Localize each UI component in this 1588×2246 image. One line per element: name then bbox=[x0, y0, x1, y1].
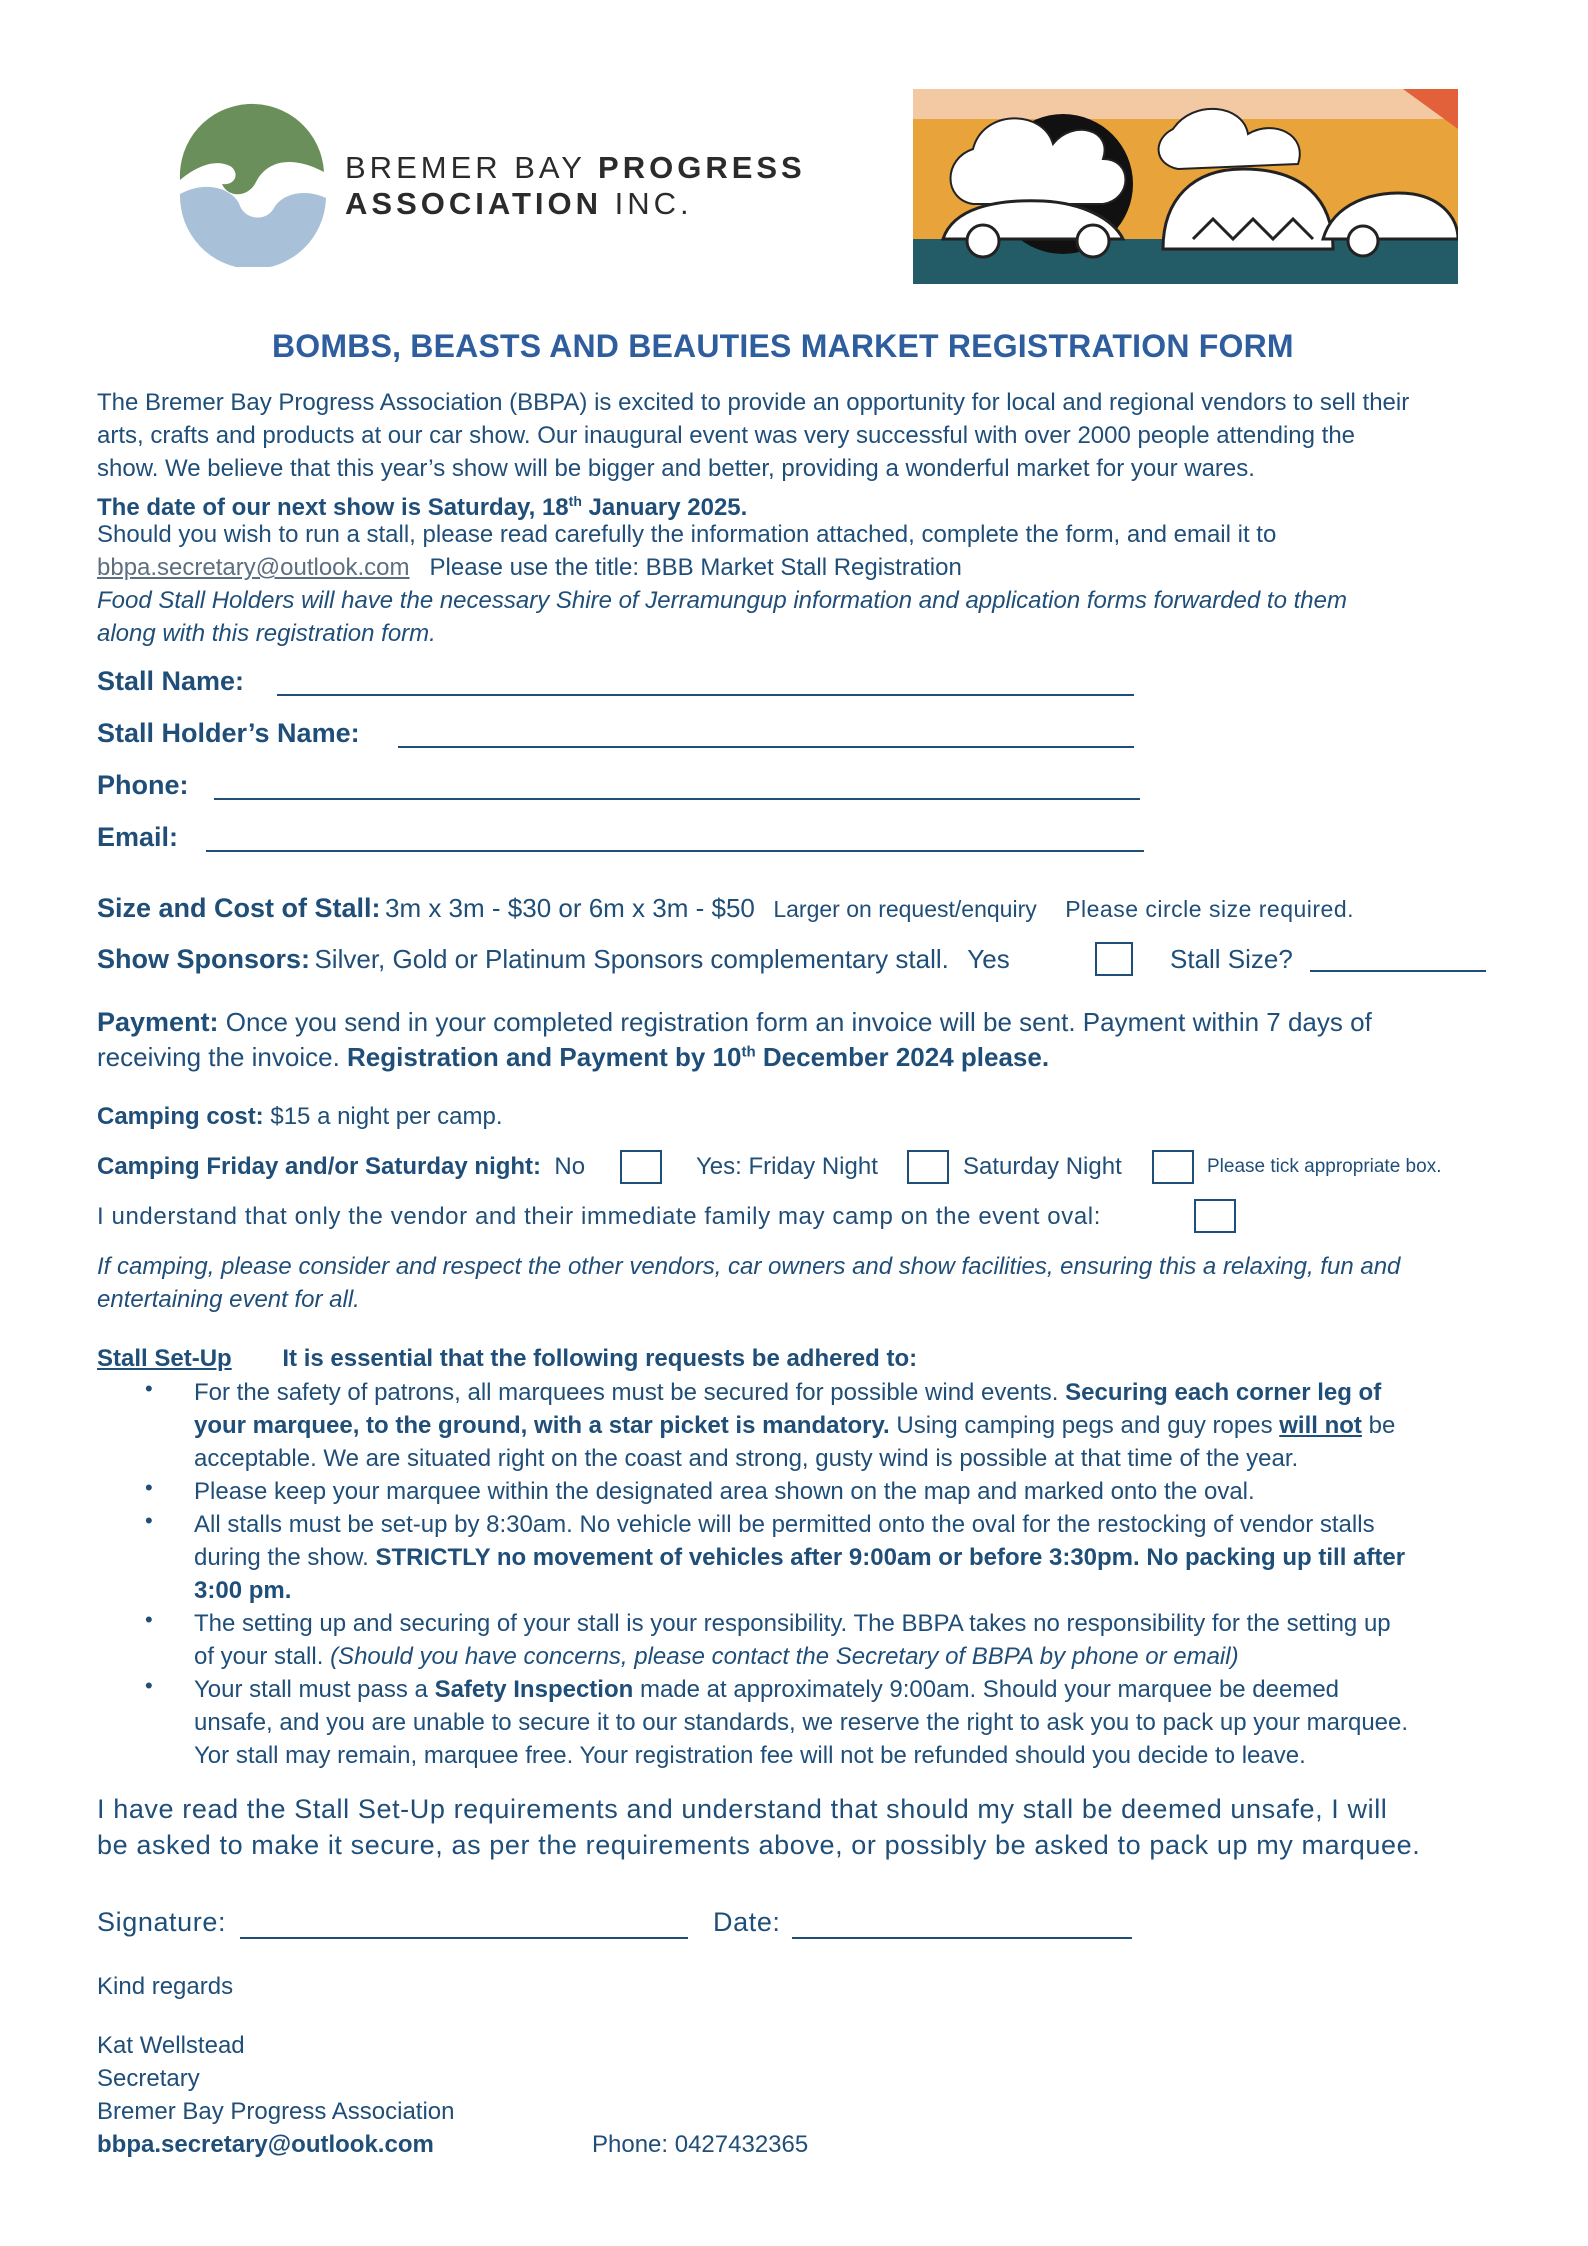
consider-line-1: If camping, please consider and respect the other vendors, car owners and show facilities, ensuring this a relaxing, fun and bbox=[97, 1253, 1401, 1280]
b1-line-1: For the safety of patrons, all marquees must be secured for possible wind events. Securing each corner leg of bbox=[194, 1379, 1382, 1406]
b1-line-3: acceptable. We are situated right on the coast and strong, gusty wind is possible at that time of the year. bbox=[194, 1445, 1299, 1472]
intro-line-1: The Bremer Bay Progress Association (BBPA) is excited to provide an opportunity for local and regional vendors to sell their bbox=[97, 389, 1410, 416]
email-title-line bbox=[97, 551, 962, 584]
bullet: • bbox=[145, 1508, 153, 1533]
b2-line: Please keep your marquee within the designated area shown on the map and marked onto the oval. bbox=[194, 1478, 1255, 1505]
closing-phone: Phone: 0427432365 bbox=[592, 2131, 809, 2158]
size-options[interactable]: 3m x 3m - $30 or 6m x 3m - $50 bbox=[384, 893, 755, 923]
payment-line-2: receiving the invoice. Registration and Payment by 10th December 2024 please. bbox=[97, 1042, 1050, 1072]
b3-line-3: 3:00 pm. bbox=[194, 1577, 292, 1604]
stall-size-row bbox=[97, 893, 1354, 924]
signer-org: Bremer Bay Progress Association bbox=[97, 2098, 455, 2125]
stall-size-label: Stall Size? bbox=[1170, 944, 1293, 974]
bbpa-logo-icon bbox=[170, 102, 335, 267]
setup-heading: Stall Set-Up bbox=[97, 1345, 232, 1372]
intro-line-3: show. We believe that this year’s show will be bigger and better, providing a wonderful market for your wares. bbox=[97, 455, 1255, 482]
holder-name-field[interactable] bbox=[398, 746, 1134, 748]
intro-line-2: arts, crafts and products at our car show. Our inaugural event was very successful with over 2000 people attending the bbox=[97, 422, 1356, 449]
camping-saturday-checkbox[interactable] bbox=[1152, 1150, 1194, 1184]
signature-label: Signature: bbox=[97, 1907, 227, 1937]
declaration-line-1: I have read the Stall Set-Up requirements and understand that should my stall be deemed unsafe, I will bbox=[97, 1794, 1388, 1824]
date-field[interactable] bbox=[792, 1937, 1132, 1939]
car-show-banner bbox=[913, 89, 1458, 284]
logo-line2-a: ASSOCIATION bbox=[345, 186, 615, 221]
payment-line-1: Payment: Once you send in your completed registration form an invoice will be sent. Payment within 7 days of bbox=[97, 1007, 1372, 1037]
camping-cost: Camping cost: $15 a night per camp. bbox=[97, 1103, 503, 1130]
signer-role: Secretary bbox=[97, 2065, 200, 2092]
title-note: Please use the title: BBB Market Stall Registration bbox=[429, 554, 962, 581]
cars-illustration-icon bbox=[913, 89, 1458, 284]
camping-saturday-label: Saturday Night bbox=[963, 1153, 1122, 1180]
b5-line-2: unsafe, and you are unable to secure it to our standards, we reserve the right to ask you to pack up your marquee. bbox=[194, 1709, 1409, 1736]
b3-line-1: All stalls must be set-up by 8:30am. No vehicle will be permitted onto the oval for the restocking of vendor stalls bbox=[194, 1511, 1375, 1538]
understand-text: I understand that only the vendor and their immediate family may camp on the event oval: bbox=[97, 1203, 1101, 1230]
bullet: • bbox=[145, 1607, 153, 1632]
b4-line-1: The setting up and securing of your stall is your responsibility. The BBPA takes no responsibility for the setting up bbox=[194, 1610, 1391, 1637]
circle-note: Please circle size required. bbox=[1065, 896, 1355, 922]
sponsors-text: Silver, Gold or Platinum Sponsors complementary stall. bbox=[314, 944, 949, 974]
sponsors-row bbox=[97, 944, 1010, 975]
form-title: BOMBS, BEASTS AND BEAUTIES MARKET REGISTRATION FORM bbox=[272, 328, 1294, 364]
sponsors-label: Show Sponsors: bbox=[97, 944, 311, 974]
stall-name-label: Stall Name: bbox=[97, 666, 245, 696]
camping-friday-label: Yes: Friday Night bbox=[696, 1153, 878, 1180]
signer-name: Kat Wellstead bbox=[97, 2032, 245, 2059]
email-field[interactable] bbox=[206, 850, 1144, 852]
sponsors-yes-label: Yes bbox=[967, 944, 1010, 974]
date-label: Date: bbox=[713, 1907, 781, 1937]
email-label: Email: bbox=[97, 822, 179, 852]
stall-name-field[interactable] bbox=[277, 694, 1134, 696]
bbpa-logo bbox=[170, 102, 810, 267]
secretary-email-link[interactable]: bbpa.secretary@outlook.com bbox=[97, 554, 410, 581]
signature-field[interactable] bbox=[240, 1937, 688, 1939]
b4-line-2: of your stall. (Should you have concerns, please contact the Secretary of BBPA by phone or email) bbox=[194, 1643, 1239, 1670]
camping-no-checkbox[interactable] bbox=[620, 1150, 662, 1184]
food-line-2: along with this registration form. bbox=[97, 620, 436, 647]
holder-name-label: Stall Holder’s Name: bbox=[97, 718, 360, 748]
bullet: • bbox=[145, 1475, 153, 1500]
phone-label: Phone: bbox=[97, 770, 189, 800]
bullet: • bbox=[145, 1376, 153, 1401]
camping-night-label: Camping Friday and/or Saturday night: No bbox=[97, 1153, 586, 1180]
bullet: • bbox=[145, 1673, 153, 1698]
phone-field[interactable] bbox=[214, 798, 1140, 800]
logo-line2-b: INC. bbox=[614, 186, 693, 221]
camping-friday-checkbox[interactable] bbox=[907, 1150, 949, 1184]
stall-size-field[interactable] bbox=[1310, 970, 1486, 972]
b5-line-1: Your stall must pass a Safety Inspection made at approximately 9:00am. Should your marquee be deemed bbox=[194, 1676, 1340, 1703]
show-date: The date of our next show is Saturday, 18th January 2025. bbox=[97, 493, 748, 521]
b3-line-2: during the show. STRICTLY no movement of vehicles after 9:00am or before 3:30pm. No packing up till after bbox=[194, 1544, 1406, 1571]
understand-checkbox[interactable] bbox=[1194, 1199, 1236, 1233]
kind-regards: Kind regards bbox=[97, 1973, 234, 2000]
b1-line-2: your marquee, to the ground, with a star picket is mandatory. Using camping pegs and guy ropes will not be bbox=[194, 1412, 1396, 1439]
larger-note: Larger on request/enquiry bbox=[773, 896, 1037, 922]
size-label: Size and Cost of Stall: bbox=[97, 893, 381, 923]
setup-essential: It is essential that the following requests be adhered to: bbox=[282, 1345, 918, 1372]
food-line-1: Food Stall Holders will have the necessary Shire of Jerramungup information and application forms forwarded to them bbox=[97, 587, 1347, 614]
b5-line-3: Yor stall may remain, marquee free. Your registration fee will not be refunded should you decide to leave. bbox=[194, 1742, 1306, 1769]
logo-line1-a: BREMER BAY bbox=[345, 150, 599, 185]
tick-note: Please tick appropriate box. bbox=[1207, 1156, 1442, 1177]
setup-heading-row bbox=[97, 1342, 917, 1375]
wish-line: Should you wish to run a stall, please read carefully the information attached, complete the form, and email it to bbox=[97, 521, 1277, 548]
logo-line1-b: PROGRESS bbox=[598, 150, 806, 185]
closing-email[interactable]: bbpa.secretary@outlook.com bbox=[97, 2131, 434, 2158]
sponsor-yes-checkbox[interactable] bbox=[1095, 942, 1133, 976]
declaration-line-2: be asked to make it secure, as per the requirements above, or possibly be asked to pack up my marquee. bbox=[97, 1830, 1421, 1860]
consider-line-2: entertaining event for all. bbox=[97, 1286, 360, 1313]
